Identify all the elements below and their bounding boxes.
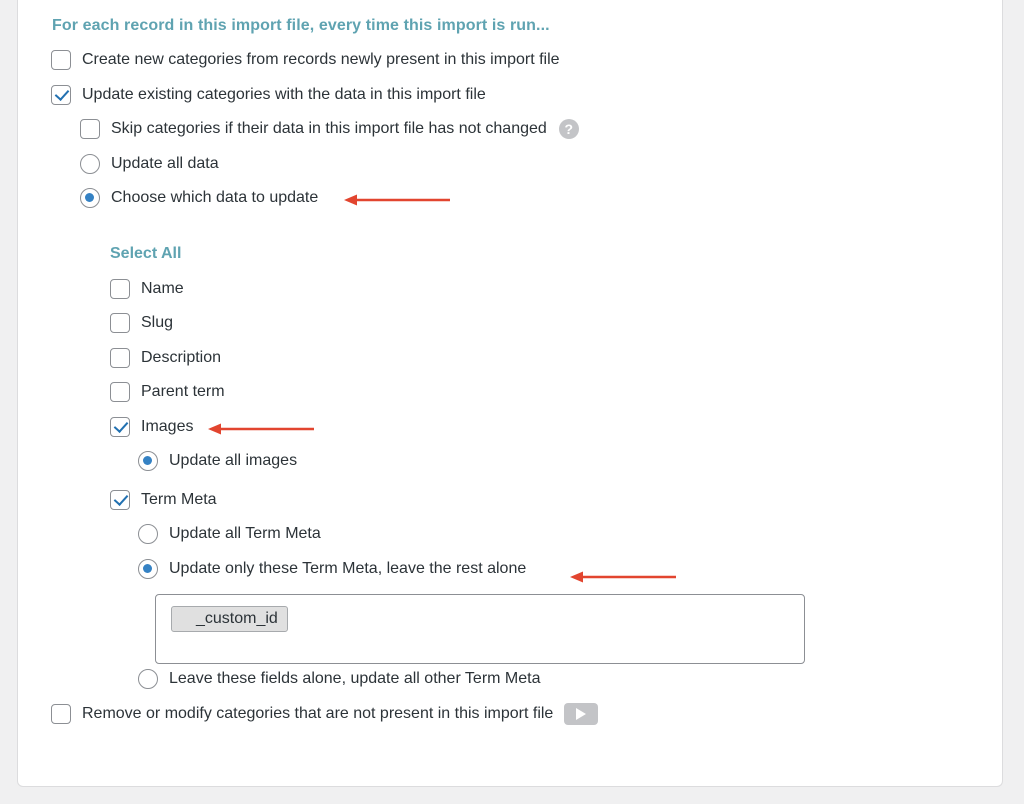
remove-missing-checkbox[interactable] xyxy=(51,704,71,724)
field-term-meta-checkbox[interactable] xyxy=(110,490,130,510)
field-images-row[interactable] xyxy=(110,417,193,437)
create-new-label: Create new categories from records newly present in this import file xyxy=(82,51,560,68)
term-meta-tag[interactable] xyxy=(171,606,288,632)
skip-unchanged-checkbox[interactable] xyxy=(80,119,100,139)
select-all-link[interactable]: Select All xyxy=(110,245,182,262)
update-existing-row[interactable] xyxy=(51,85,486,105)
field-parent-term-row[interactable] xyxy=(110,382,225,402)
update-all-data-label: Update all data xyxy=(111,155,219,172)
update-existing-label: Update existing categories with the data in this import file xyxy=(82,86,486,103)
play-video-icon[interactable] xyxy=(564,703,598,725)
choose-data-label: Choose which data to update xyxy=(111,189,319,206)
leave-fields-alone-radio[interactable] xyxy=(138,669,158,689)
term-meta-tags-input[interactable] xyxy=(155,594,805,664)
remove-missing-row[interactable] xyxy=(51,703,598,725)
choose-data-radio[interactable] xyxy=(80,188,100,208)
field-description-row[interactable] xyxy=(110,348,221,368)
update-all-images-label: Update all images xyxy=(169,452,298,469)
choose-data-row[interactable] xyxy=(80,188,318,208)
update-all-term-meta-row[interactable] xyxy=(138,524,321,544)
update-all-data-radio[interactable] xyxy=(80,154,100,174)
skip-unchanged-label: Skip categories if their data in this import file has not changed xyxy=(111,120,547,137)
skip-unchanged-row[interactable] xyxy=(80,119,579,139)
leave-fields-alone-row[interactable] xyxy=(138,669,541,689)
field-description-checkbox[interactable] xyxy=(110,348,130,368)
field-slug-row[interactable] xyxy=(110,313,173,333)
update-all-images-row[interactable] xyxy=(138,451,297,471)
field-slug-label: Slug xyxy=(141,314,174,331)
red-arrow-icon xyxy=(206,421,316,437)
create-new-row[interactable] xyxy=(51,50,560,70)
red-arrow-icon xyxy=(568,569,678,585)
update-existing-checkbox[interactable] xyxy=(51,85,71,105)
field-name-row[interactable] xyxy=(110,279,184,299)
update-only-term-meta-row[interactable] xyxy=(138,559,526,579)
term-meta-tag-label: _custom_id xyxy=(196,610,278,627)
field-images-checkbox[interactable] xyxy=(110,417,130,437)
update-only-term-meta-label: Update only these Term Meta, leave the rest alone xyxy=(169,560,527,577)
update-all-term-meta-radio[interactable] xyxy=(138,524,158,544)
field-parent-term-checkbox[interactable] xyxy=(110,382,130,402)
create-new-checkbox[interactable] xyxy=(51,50,71,70)
question-icon[interactable]: ? xyxy=(559,119,579,139)
update-all-data-row[interactable] xyxy=(80,154,219,174)
field-term-meta-row[interactable] xyxy=(110,490,217,510)
field-name-checkbox[interactable] xyxy=(110,279,130,299)
field-description-label: Description xyxy=(141,349,222,366)
field-parent-term-label: Parent term xyxy=(141,383,225,400)
field-term-meta-label: Term Meta xyxy=(141,491,217,508)
update-only-term-meta-radio[interactable] xyxy=(138,559,158,579)
red-arrow-icon xyxy=(342,192,452,208)
field-name-label: Name xyxy=(141,280,184,297)
remove-missing-label: Remove or modify categories that are not present in this import file xyxy=(82,705,554,722)
field-slug-checkbox[interactable] xyxy=(110,313,130,333)
update-all-images-radio[interactable] xyxy=(138,451,158,471)
section-heading: For each record in this import file, every time this import is run... xyxy=(52,17,550,34)
leave-fields-alone-label: Leave these fields alone, update all other Term Meta xyxy=(169,670,541,687)
field-images-label: Images xyxy=(141,418,194,435)
update-all-term-meta-label: Update all Term Meta xyxy=(169,525,321,542)
